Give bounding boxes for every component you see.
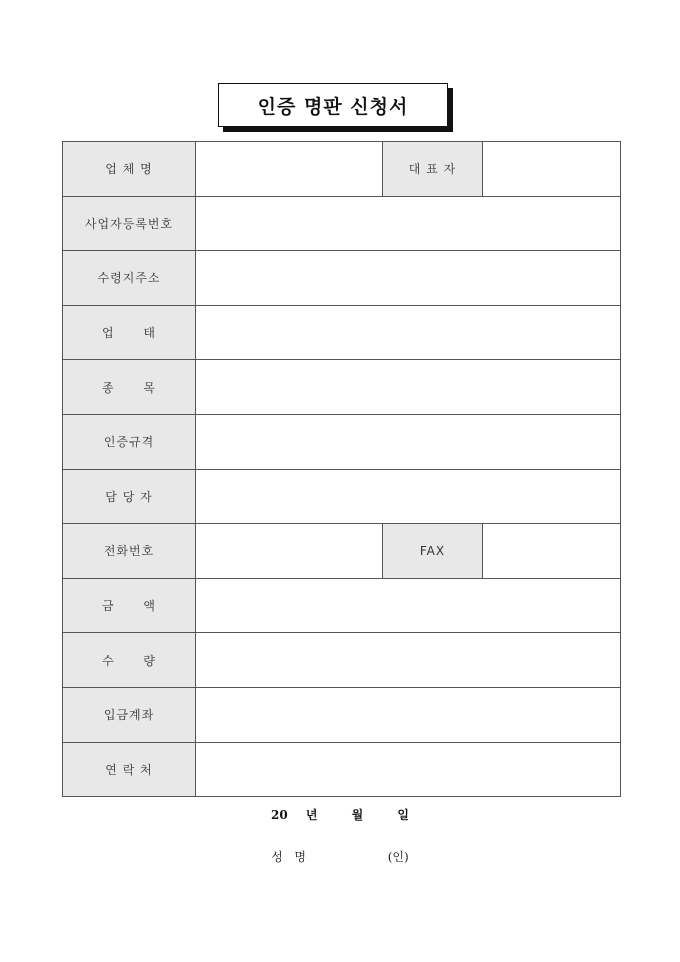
quantity-label: 수 량 xyxy=(63,633,196,688)
contact-info-field[interactable] xyxy=(196,742,621,797)
table-row xyxy=(63,633,621,688)
fax-label: FAX xyxy=(383,524,483,579)
date-month-unit: 월 xyxy=(351,808,364,822)
representative-field[interactable] xyxy=(483,142,621,197)
date-year-unit: 년 xyxy=(305,808,318,822)
delivery-address-field[interactable] xyxy=(196,251,621,306)
business-registration-field[interactable] xyxy=(196,196,621,251)
company-name-field[interactable] xyxy=(196,142,383,197)
certification-standard-field[interactable] xyxy=(196,414,621,469)
quantity-field[interactable] xyxy=(196,633,621,688)
representative-label: 대 표 자 xyxy=(383,142,483,197)
date-line xyxy=(0,806,680,823)
table-row xyxy=(63,360,621,415)
form-title: 인증 명판 신청서 xyxy=(257,95,409,118)
fax-field[interactable] xyxy=(483,524,621,579)
date-year: 20 xyxy=(270,808,288,822)
delivery-address-label: 수령지주소 xyxy=(63,251,196,306)
contact-person-label: 담 당 자 xyxy=(63,469,196,524)
seal-mark: (인) xyxy=(387,850,409,864)
table-row xyxy=(63,251,621,306)
business-item-field[interactable] xyxy=(196,360,621,415)
certification-standard-label: 인증규격 xyxy=(63,414,196,469)
signature-line xyxy=(0,848,680,865)
application-form-table xyxy=(62,141,621,797)
date-day-unit: 일 xyxy=(397,808,410,822)
phone-number-field[interactable] xyxy=(196,524,383,579)
business-registration-label: 사업자등록번호 xyxy=(63,196,196,251)
business-type-label: 업 태 xyxy=(63,305,196,360)
form-title-box xyxy=(218,83,448,127)
business-item-label: 종 목 xyxy=(63,360,196,415)
company-name-label: 업 체 명 xyxy=(63,142,196,197)
business-type-field[interactable] xyxy=(196,305,621,360)
deposit-account-label: 입금계좌 xyxy=(63,687,196,742)
deposit-account-field[interactable] xyxy=(196,687,621,742)
table-row xyxy=(63,196,621,251)
table-row xyxy=(63,524,621,579)
table-row xyxy=(63,142,621,197)
table-row xyxy=(63,687,621,742)
amount-label: 금 액 xyxy=(63,578,196,633)
table-row xyxy=(63,578,621,633)
table-row xyxy=(63,305,621,360)
table-row xyxy=(63,469,621,524)
contact-info-label: 연 락 처 xyxy=(63,742,196,797)
amount-field[interactable] xyxy=(196,578,621,633)
table-row xyxy=(63,414,621,469)
phone-number-label: 전화번호 xyxy=(63,524,196,579)
table-row xyxy=(63,742,621,797)
contact-person-field[interactable] xyxy=(196,469,621,524)
name-label: 성 명 xyxy=(271,850,306,864)
